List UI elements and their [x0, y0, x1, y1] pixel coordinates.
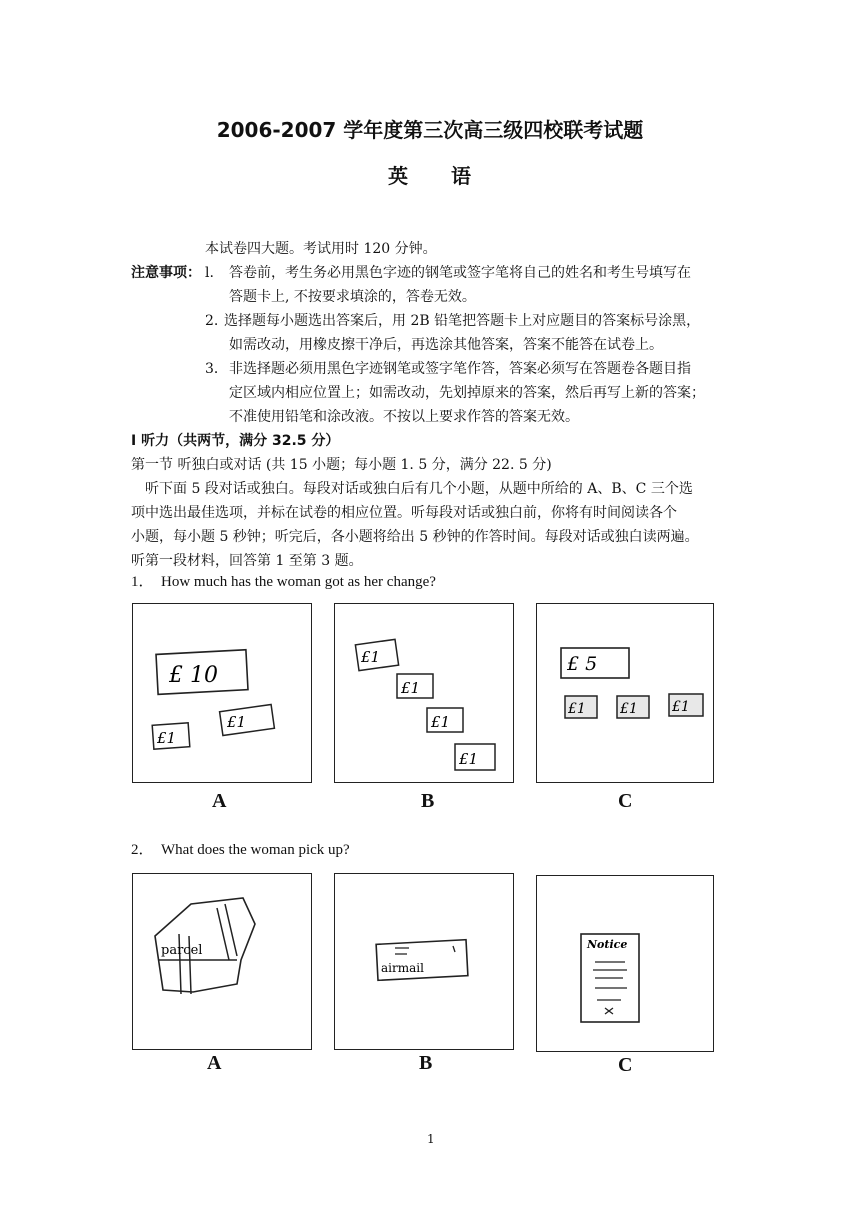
note-label-c-4: £1 [672, 699, 690, 715]
question-2-option-c-image [536, 875, 714, 1052]
question-1-option-a-image [132, 603, 312, 783]
note-label-b-4: £1 [459, 750, 479, 768]
note-label-b-3: £1 [431, 713, 451, 731]
notice-drawing [537, 876, 712, 1050]
question-1-stem: 1． How much has the woman got as her change? [131, 574, 436, 590]
notice-item-2-num: 2. [205, 313, 219, 329]
banknotes-drawing-a [133, 604, 310, 781]
exam-intro: 本试卷四大题。考试用时 120 分钟。 [205, 241, 437, 257]
question-1-option-c-letter: C [618, 790, 633, 812]
note-label-b-2: £1 [401, 679, 421, 697]
question-2-option-a-letter: A [207, 1052, 222, 1074]
question-2-option-c-letter: C [618, 1054, 633, 1076]
note-label-c-2: £1 [568, 701, 586, 717]
note-label-c-1: £ 5 [567, 653, 598, 675]
note-label-c-3: £1 [620, 701, 638, 717]
question-1-option-b-letter: B [421, 790, 435, 812]
instruction-line-4: 听第一段材料，回答第 1 至第 3 题。 [131, 553, 363, 569]
subject-title: 英 语 [388, 164, 472, 188]
question-1-option-b-image [334, 603, 514, 783]
banknotes-drawing-b [335, 604, 512, 781]
notice-item-3-line-1: 非选择题必须用黑色字迹钢笔或签字笔作答，答案必须写在答题卷各题目指 [229, 361, 691, 377]
notice-item-1-line-1: 答卷前，考生务必用黑色字迹的钢笔或签字笔将自己的姓名和考生号填写在 [229, 265, 691, 281]
question-2-option-a-image [132, 873, 312, 1050]
instruction-line-3: 小题，每小题 5 秒钟；听完后，各小题将给出 5 秒钟的作答时间。每段对话或独白读两遍。 [131, 529, 699, 545]
notice-label: 注意事项： [131, 265, 201, 281]
airmail-drawing [335, 874, 512, 1048]
parcel-drawing [133, 874, 310, 1048]
question-2-option-b-letter: B [419, 1052, 433, 1074]
notice-item-1-num: l. [205, 265, 214, 281]
airmail-label: airmail [381, 961, 424, 975]
notice-item-2-line-2: 如需改动，用橡皮擦干净后，再选涂其他答案，答案不能答在试卷上。 [229, 337, 663, 353]
exam-title: 2006-2007 学年度第三次高三级四校联考试题 [216, 118, 644, 142]
notice-item-2-line-1: 选择题每小题选出答案后，用 2B 铅笔把答题卡上对应题目的答案标号涂黑， [224, 313, 701, 329]
notice-item-3-line-3: 不准使用铅笔和涂改液。不按以上要求作答的答案无效。 [229, 409, 579, 425]
page-number: 1 [427, 1132, 435, 1146]
notice-item-1-line-2: 答题卡上, 不按要求填涂的，答卷无效。 [229, 289, 476, 305]
notice-item-3-num: 3． [205, 361, 228, 377]
question-2-option-b-image [334, 873, 514, 1050]
section-part: 第一节 听独白或对话 (共 15 小题；每小题 1. 5 分，满分 22. 5 分) [131, 457, 552, 473]
instruction-line-1: 听下面 5 段对话或独白。每段对话或独白后有几个小题，从题中所给的 A、B、C 三个选 [145, 481, 693, 497]
note-label-b-1: £1 [361, 648, 381, 666]
note-label-a-2: £1 [157, 729, 177, 747]
parcel-label: parcel [161, 943, 203, 958]
section-heading: I 听力（共两节，满分 32.5 分） [131, 433, 340, 449]
instruction-line-2: 项中选出最佳选项，并标在试卷的相应位置。听每段对话或独白前，你将有时间阅读各个 [131, 505, 677, 521]
note-label-a-1: £ 10 [169, 663, 218, 688]
question-1-option-c-image [536, 603, 714, 783]
question-1-option-a-letter: A [212, 790, 227, 812]
banknotes-drawing-c [537, 604, 712, 781]
notice-item-3-line-2: 定区域内相应位置上；如需改动，先划掉原来的答案，然后再写上新的答案； [229, 385, 705, 401]
notice-label: Notice [587, 938, 628, 951]
question-2-stem: 2． What does the woman pick up? [131, 842, 350, 858]
note-label-a-3: £1 [227, 713, 247, 731]
